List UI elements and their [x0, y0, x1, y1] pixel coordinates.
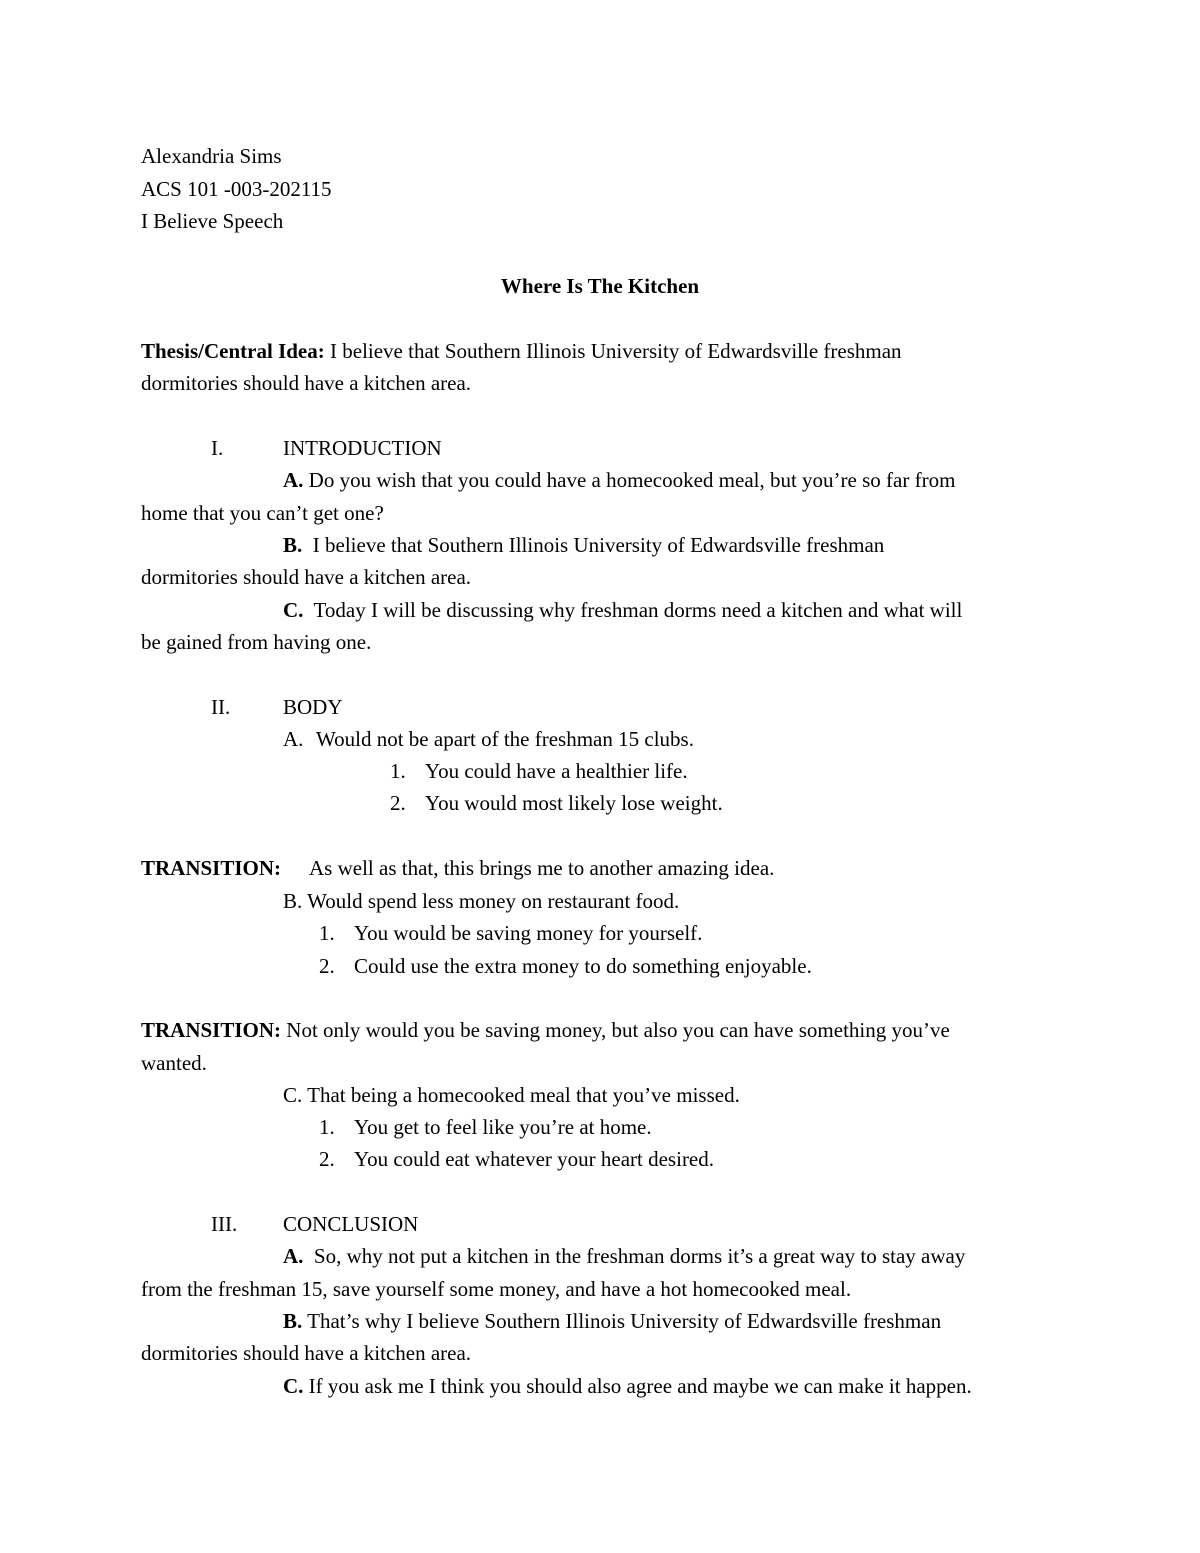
conclusion-numeral: III. — [211, 1212, 238, 1236]
body-a-point-2-text: You would most likely lose weight. — [425, 791, 723, 815]
transition-1-label: TRANSITION: — [141, 856, 282, 880]
body-a-point-1-text: You could have a healthier life. — [425, 759, 688, 783]
body-c-point-2-num: 2. — [319, 1147, 335, 1171]
intro-b-line-1 — [283, 535, 884, 556]
conclusion-c-text: If you ask me I think you should also agree and maybe we can make it happen. — [303, 1374, 972, 1398]
conclusion-a-line-1 — [283, 1246, 965, 1267]
body-a-point-1-num: 1. — [390, 759, 406, 783]
thesis-text: I believe that Southern Illinois University of Edwardsville freshman — [324, 339, 902, 363]
body-a-point-2-num: 2. — [390, 791, 406, 815]
conclusion-a-line-2: from the freshman 15, save yourself some money, and have a hot homecooked meal. — [141, 1277, 852, 1301]
conclusion-c-label: C. — [283, 1374, 304, 1398]
intro-c-text: Today I will be discussing why freshman dorms need a kitchen and what will — [303, 598, 963, 622]
author-name: Alexandria Sims — [141, 144, 282, 168]
body-b-point-1-num: 1. — [319, 921, 335, 945]
body-c-point-1-num: 1. — [319, 1115, 335, 1139]
conclusion-b-label: B. — [283, 1309, 303, 1333]
transition-2-label: TRANSITION: — [141, 1018, 282, 1042]
thesis-line-1 — [141, 341, 902, 362]
intro-b-label: B. — [283, 533, 303, 557]
transition-2-line-2: wanted. — [141, 1051, 207, 1075]
thesis-label: Thesis/Central Idea: — [141, 339, 325, 363]
body-c-point-2-text: You could eat whatever your heart desired. — [354, 1147, 715, 1171]
intro-numeral: I. — [211, 436, 224, 460]
transition-2-text: Not only would you be saving money, but also you can have something you’ve — [281, 1018, 950, 1042]
thesis-line-2: dormitories should have a kitchen area. — [141, 371, 472, 395]
intro-a-line-1 — [283, 470, 955, 491]
body-c-text: C. That being a homecooked meal that you’ve missed. — [283, 1083, 740, 1107]
intro-a-line-2: home that you can’t get one? — [141, 501, 384, 525]
body-numeral: II. — [211, 695, 231, 719]
document-title: Where Is The Kitchen — [500, 274, 700, 298]
conclusion-a-label: A. — [283, 1244, 304, 1268]
assignment-name: I Believe Speech — [141, 209, 284, 233]
body-a-label: A. — [283, 727, 304, 751]
body-c-point-1-text: You get to feel like you’re at home. — [354, 1115, 652, 1139]
transition-2-line-1 — [141, 1020, 950, 1041]
body-a-text: Would not be apart of the freshman 15 clubs. — [316, 727, 694, 751]
conclusion-a-text: So, why not put a kitchen in the freshman dorms it’s a great way to stay away — [303, 1244, 966, 1268]
conclusion-c-line-1 — [283, 1376, 972, 1397]
intro-c-label: C. — [283, 598, 304, 622]
transition-1-text: As well as that, this brings me to another amazing idea. — [309, 856, 775, 880]
conclusion-heading: CONCLUSION — [283, 1212, 419, 1236]
conclusion-b-line-1 — [283, 1311, 941, 1332]
body-b-point-1-text: You would be saving money for yourself. — [354, 921, 703, 945]
body-heading: BODY — [283, 695, 343, 719]
body-b-point-2-text: Could use the extra money to do something enjoyable. — [354, 954, 812, 978]
course-code: ACS 101 -003-202115 — [141, 177, 332, 201]
intro-a-label: A. — [283, 468, 304, 492]
intro-c-line-2: be gained from having one. — [141, 630, 372, 654]
conclusion-b-text: That’s why I believe Southern Illinois University of Edwardsville freshman — [302, 1309, 942, 1333]
intro-b-line-2: dormitories should have a kitchen area. — [141, 565, 472, 589]
body-b-text: B. Would spend less money on restaurant food. — [283, 889, 680, 913]
intro-a-text: Do you wish that you could have a homecooked meal, but you’re so far from — [303, 468, 956, 492]
intro-b-text: I believe that Southern Illinois University of Edwardsville freshman — [302, 533, 885, 557]
intro-c-line-1 — [283, 600, 962, 621]
intro-heading: INTRODUCTION — [283, 436, 442, 460]
body-b-point-2-num: 2. — [319, 954, 335, 978]
conclusion-b-line-2: dormitories should have a kitchen area. — [141, 1341, 472, 1365]
